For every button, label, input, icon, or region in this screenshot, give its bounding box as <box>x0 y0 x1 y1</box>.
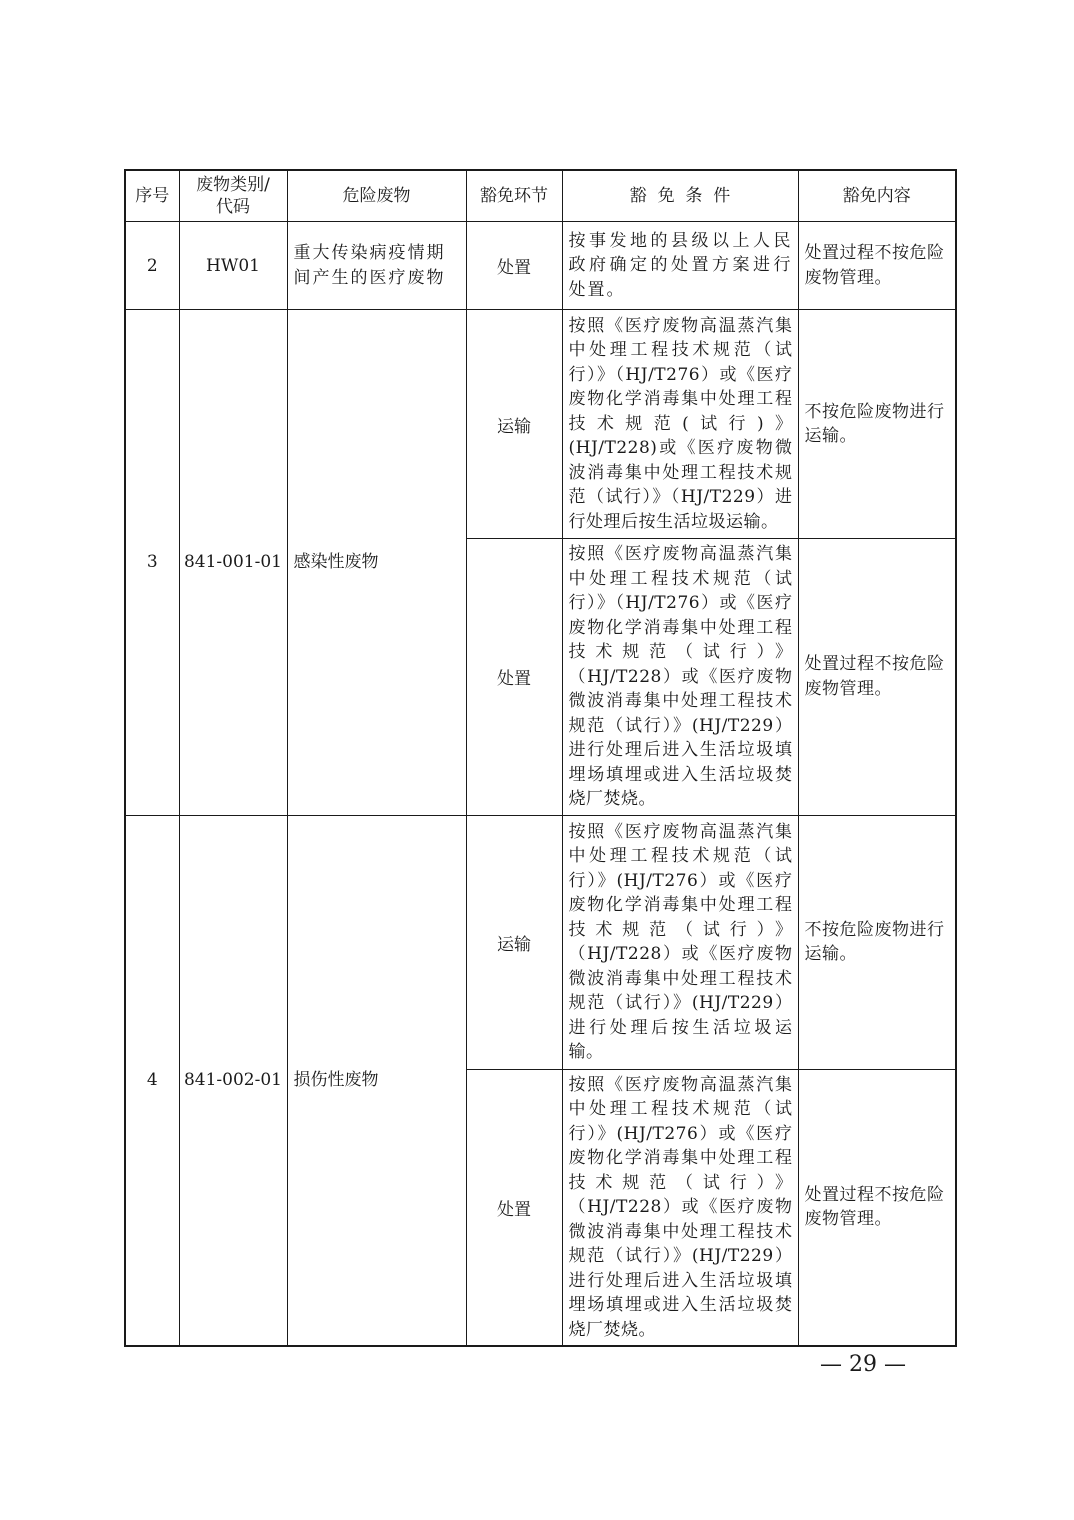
header-hazardous-waste: 危险废物 <box>287 170 466 222</box>
row-exempt-stage: 运输 <box>466 310 562 539</box>
row-exempt-condition: 按照《医疗废物高温蒸汽集中处理工程技术规范（试行）》（HJ/T276）或《医疗废物化学消毒集中处理工程技术规范(试行)》(HJ/T228)或《医疗废物微波消毒集中处理工程技术规范（试行）》（HJ/T229）进行处理后按生活垃圾运输。 <box>562 310 798 539</box>
row-serial-number: 3 <box>125 310 179 816</box>
row-exempt-stage: 处置 <box>466 1069 562 1346</box>
row-exempt-condition: 按照《医疗废物高温蒸汽集中处理工程技术规范（试行）》(HJ/T276）或《医疗废物化学消毒集中处理工程技术规范（试行）》（HJ/T228）或《医疗废物微波消毒集中处理工程技术规范（试行）》(HJ/T229）进行处理后进入生活垃圾填埋场填埋或进入生活垃圾焚烧厂焚烧。 <box>562 1069 798 1346</box>
row-exempt-condition: 按照《医疗废物高温蒸汽集中处理工程技术规范（试行）》(HJ/T276）或《医疗废物化学消毒集中处理工程技术规范（试行）》（HJ/T228）或《医疗废物微波消毒集中处理工程技术规范（试行）》(HJ/T229）进行处理后按生活垃圾运输。 <box>562 815 798 1069</box>
row-waste-name: 感染性废物 <box>287 310 466 816</box>
row-exempt-content: 处置过程不按危险废物管理。 <box>798 539 956 816</box>
page-number: — 29 — <box>820 1352 906 1377</box>
row-exempt-condition: 按照《医疗废物高温蒸汽集中处理工程技术规范（试行）》（HJ/T276）或《医疗废物化学消毒集中处理工程技术规范（试行）》（HJ/T228）或《医疗废物微波消毒集中处理工程技术规范（试行）》(HJ/T229）进行处理后进入生活垃圾填埋场填埋或进入生活垃圾焚烧厂焚烧。 <box>562 539 798 816</box>
row-exempt-content: 处置过程不按危险废物管理。 <box>798 1069 956 1346</box>
table-row <box>125 815 956 1069</box>
header-exempt-condition: 豁 免 条 件 <box>562 170 798 222</box>
exemption-table <box>124 169 957 1347</box>
header-exempt-content: 豁免内容 <box>798 170 956 222</box>
row-exempt-content: 不按危险废物进行运输。 <box>798 310 956 539</box>
row-exempt-stage: 运输 <box>466 815 562 1069</box>
row-exempt-content: 不按危险废物进行运输。 <box>798 815 956 1069</box>
header-waste-code-line1: 废物类别/ <box>196 175 270 195</box>
header-exempt-stage: 豁免环节 <box>466 170 562 222</box>
row-waste-code: 841-002-01 <box>179 815 287 1346</box>
row-waste-name: 损伤性废物 <box>287 815 466 1346</box>
header-waste-code-line2: 代码 <box>216 197 250 217</box>
row-serial-number: 2 <box>125 222 179 310</box>
row-waste-code: HW01 <box>179 222 287 310</box>
table-header-row <box>125 170 956 222</box>
header-waste-code <box>179 170 287 222</box>
row-exempt-content: 处置过程不按危险废物管理。 <box>798 222 956 310</box>
row-exempt-stage: 处置 <box>466 539 562 816</box>
table-row <box>125 222 956 310</box>
row-serial-number: 4 <box>125 815 179 1346</box>
header-serial-number: 序号 <box>125 170 179 222</box>
row-waste-name: 重大传染病疫情期间产生的医疗废物 <box>287 222 466 310</box>
table-row <box>125 310 956 539</box>
row-exempt-stage: 处置 <box>466 222 562 310</box>
row-waste-code: 841-001-01 <box>179 310 287 816</box>
row-exempt-condition: 按事发地的县级以上人民政府确定的处置方案进行处置。 <box>562 222 798 310</box>
